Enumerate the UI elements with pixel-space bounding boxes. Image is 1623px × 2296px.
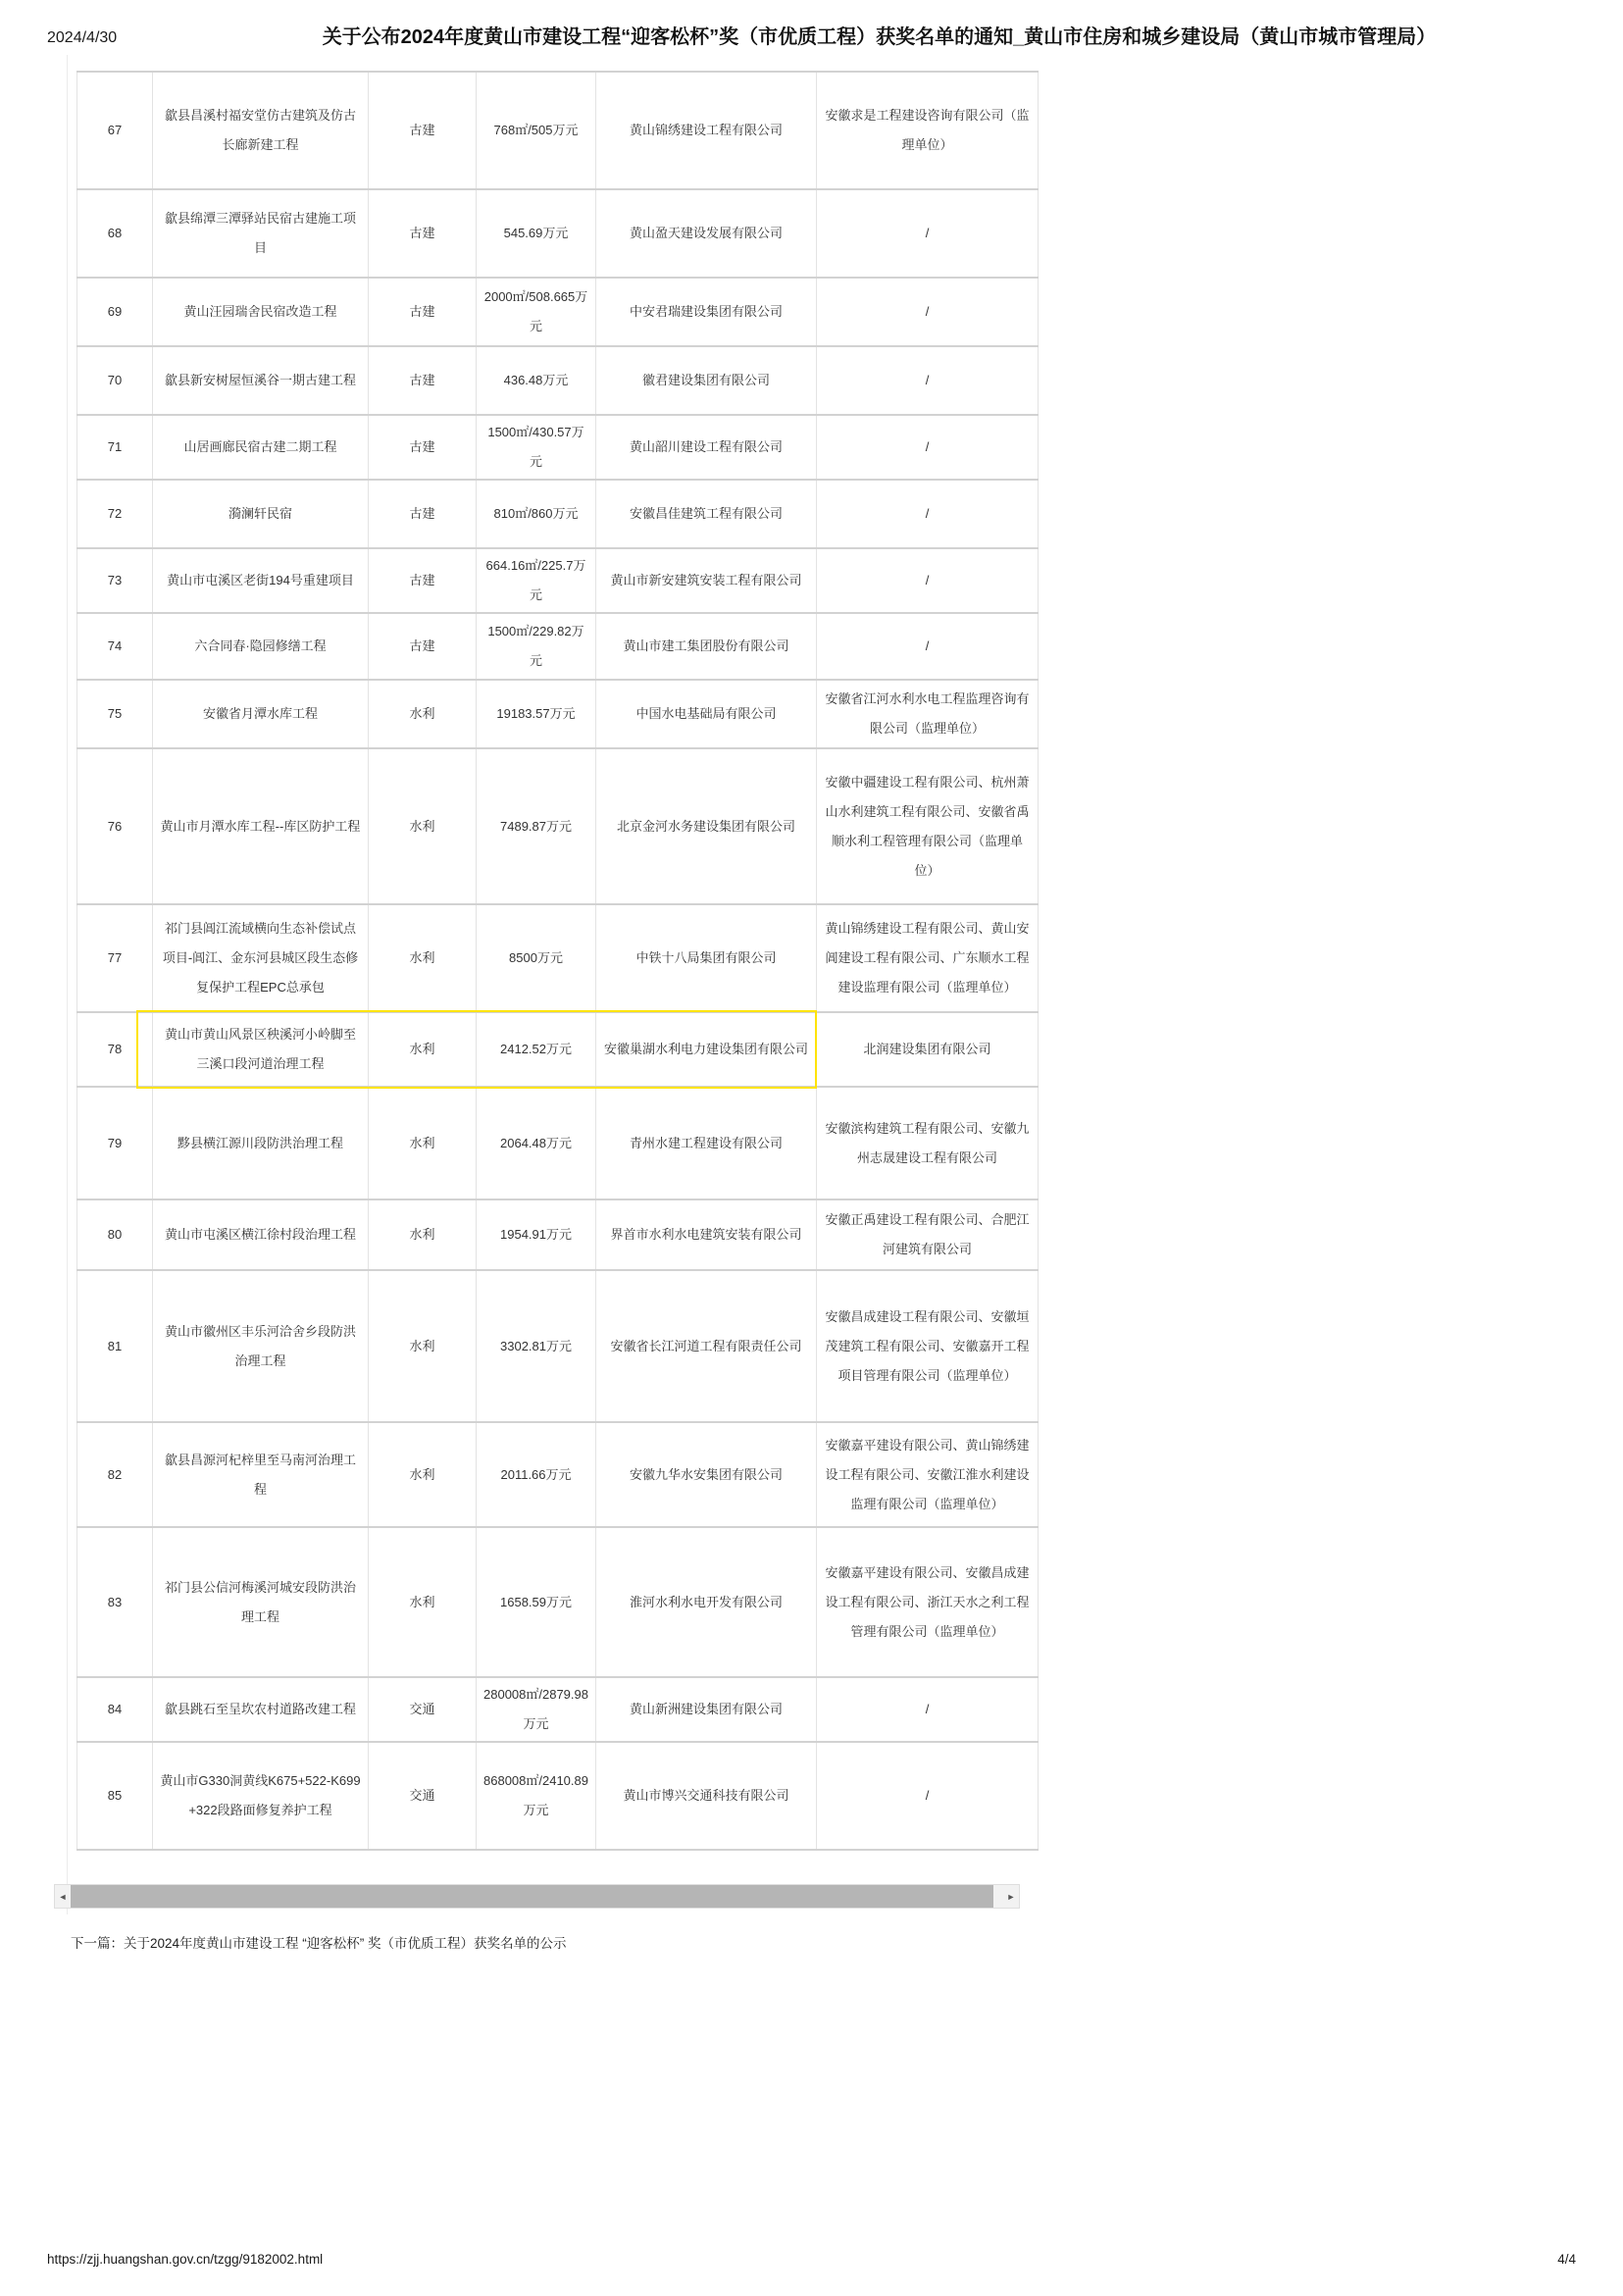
table-row: [77, 1087, 1039, 1199]
cell-builder: 北京金河水务建设集团有限公司: [596, 748, 817, 904]
cell-no: 84: [77, 1677, 153, 1742]
cell-project: 黄山市月潭水库工程--库区防护工程: [153, 748, 369, 904]
cell-no: 71: [77, 415, 153, 480]
cell-project: 六合同春·隐园修缮工程: [153, 613, 369, 680]
cell-cost: 2011.66万元: [477, 1422, 596, 1527]
cell-builder: 徽君建设集团有限公司: [596, 346, 817, 415]
cell-category: 古建: [369, 72, 477, 189]
cell-no: 70: [77, 346, 153, 415]
table-row: [77, 548, 1039, 613]
cell-project: 黄山市徽州区丰乐河洽舍乡段防洪治理工程: [153, 1270, 369, 1422]
cell-project: 黄山市屯溪区老街194号重建项目: [153, 548, 369, 613]
table-row: [77, 415, 1039, 480]
cell-supervisor: /: [817, 346, 1039, 415]
cell-project: 歙县跳石至呈坎农村道路改建工程: [153, 1677, 369, 1742]
cell-supervisor: /: [817, 1742, 1039, 1850]
cell-supervisor: /: [817, 189, 1039, 278]
cell-no: 85: [77, 1742, 153, 1850]
page-title: 关于公布2024年度黄山市建设工程“迎客松杯”奖（市优质工程）获奖名单的通知_黄山市住房和城乡建设局（黄山市城市管理局）: [322, 26, 1437, 48]
cell-project: 山居画廊民宿古建二期工程: [153, 415, 369, 480]
cell-supervisor: 黄山锦绣建设工程有限公司、黄山安阊建设工程有限公司、广东顺水工程建设监理有限公司（监理单位）: [817, 904, 1039, 1012]
cell-no: 67: [77, 72, 153, 189]
cell-project: 黄山市黄山风景区秧溪河小岭脚至三溪口段河道治理工程: [153, 1012, 369, 1087]
table-row: [77, 1677, 1039, 1742]
cell-category: 水利: [369, 904, 477, 1012]
table-row: [77, 613, 1039, 680]
cell-cost: 810㎡/860万元: [477, 480, 596, 548]
print-header: [47, 24, 1584, 51]
cell-project: 漪澜轩民宿: [153, 480, 369, 548]
cell-builder: 安徽巢湖水利电力建设集团有限公司: [596, 1012, 817, 1087]
cell-builder: 安徽省长江河道工程有限责任公司: [596, 1270, 817, 1422]
table-row: [77, 278, 1039, 346]
cell-category: 古建: [369, 346, 477, 415]
scroll-left-icon[interactable]: ◄: [55, 1885, 71, 1908]
cell-builder: 黄山锦绣建设工程有限公司: [596, 72, 817, 189]
cell-cost: 545.69万元: [477, 189, 596, 278]
cell-builder: 黄山市建工集团股份有限公司: [596, 613, 817, 680]
table-row: [77, 1422, 1039, 1527]
cell-cost: 868008㎡/2410.89万元: [477, 1742, 596, 1850]
cell-builder: 淮河水利水电开发有限公司: [596, 1527, 817, 1677]
cell-cost: 1954.91万元: [477, 1199, 596, 1270]
cell-no: 80: [77, 1199, 153, 1270]
cell-builder: 黄山市新安建筑安装工程有限公司: [596, 548, 817, 613]
cell-no: 76: [77, 748, 153, 904]
cell-category: 水利: [369, 1270, 477, 1422]
table-row: [77, 346, 1039, 415]
print-date: 2024/4/30: [47, 29, 118, 46]
cell-supervisor: 安徽省江河水利水电工程监理咨询有限公司（监理单位）: [817, 680, 1039, 748]
cell-no: 81: [77, 1270, 153, 1422]
cell-project: 歙县昌源河杞梓里至马南河治理工程: [153, 1422, 369, 1527]
cell-builder: 中国水电基础局有限公司: [596, 680, 817, 748]
cell-no: 73: [77, 548, 153, 613]
table-row: [77, 189, 1039, 278]
print-footer-page-number: 4/4: [1557, 2252, 1576, 2267]
cell-cost: 1658.59万元: [477, 1527, 596, 1677]
table-row: [77, 1199, 1039, 1270]
table-row: [77, 1270, 1039, 1422]
cell-category: 水利: [369, 1527, 477, 1677]
cell-builder: 安徽九华水安集团有限公司: [596, 1422, 817, 1527]
cell-category: 古建: [369, 415, 477, 480]
cell-cost: 1500㎡/229.82万元: [477, 613, 596, 680]
cell-supervisor: 安徽正禹建设工程有限公司、合肥江河建筑有限公司: [817, 1199, 1039, 1270]
cell-category: 古建: [369, 480, 477, 548]
cell-cost: 1500㎡/430.57万元: [477, 415, 596, 480]
cell-supervisor: 安徽滨构建筑工程有限公司、安徽九州志晟建设工程有限公司: [817, 1087, 1039, 1199]
cell-category: 水利: [369, 1422, 477, 1527]
cell-project: 黄山汪园瑞舍民宿改造工程: [153, 278, 369, 346]
cell-no: 74: [77, 613, 153, 680]
cell-builder: 中铁十八局集团有限公司: [596, 904, 817, 1012]
award-table: [76, 71, 1039, 1851]
scrollbar-thumb[interactable]: [71, 1885, 993, 1908]
cell-cost: 8500万元: [477, 904, 596, 1012]
horizontal-scrollbar[interactable]: [54, 1884, 1020, 1909]
cell-supervisor: 安徽中疆建设工程有限公司、杭州萧山水利建筑工程有限公司、安徽省禹顺水利工程管理有限公司（监理单位）: [817, 748, 1039, 904]
cell-supervisor: /: [817, 613, 1039, 680]
cell-cost: 280008㎡/2879.98万元: [477, 1677, 596, 1742]
cell-supervisor: /: [817, 278, 1039, 346]
table-row: [77, 480, 1039, 548]
cell-project: 祁门县阊江流域横向生态补偿试点项目-阊江、金东河县城区段生态修复保护工程EPC总承包: [153, 904, 369, 1012]
cell-no: 79: [77, 1087, 153, 1199]
cell-supervisor: 安徽昌成建设工程有限公司、安徽垣茂建筑工程有限公司、安徽嘉开工程项目管理有限公司（监理单位）: [817, 1270, 1039, 1422]
cell-project: 歙县新安树屋恒溪谷一期古建工程: [153, 346, 369, 415]
cell-category: 古建: [369, 278, 477, 346]
table-row: [77, 1012, 1039, 1087]
cell-cost: 19183.57万元: [477, 680, 596, 748]
cell-builder: 中安君瑞建设集团有限公司: [596, 278, 817, 346]
cell-cost: 768㎡/505万元: [477, 72, 596, 189]
cell-cost: 436.48万元: [477, 346, 596, 415]
cell-builder: 黄山韶川建设工程有限公司: [596, 415, 817, 480]
table-row: [77, 72, 1039, 189]
table-row: [77, 748, 1039, 904]
cell-project: 安徽省月潭水库工程: [153, 680, 369, 748]
cell-supervisor: /: [817, 415, 1039, 480]
cell-project: 祁门县公信河梅溪河城安段防洪治理工程: [153, 1527, 369, 1677]
table-row: [77, 1742, 1039, 1850]
cell-cost: 3302.81万元: [477, 1270, 596, 1422]
cell-supervisor: /: [817, 1677, 1039, 1742]
scrollbar-track[interactable]: [71, 1885, 1003, 1908]
cell-cost: 2000㎡/508.665万元: [477, 278, 596, 346]
cell-builder: 黄山市博兴交通科技有限公司: [596, 1742, 817, 1850]
cell-cost: 2412.52万元: [477, 1012, 596, 1087]
cell-no: 77: [77, 904, 153, 1012]
cell-project: 黄山市G330洞黄线K675+522-K699+322段路面修复养护工程: [153, 1742, 369, 1850]
cell-builder: 安徽昌佳建筑工程有限公司: [596, 480, 817, 548]
cell-category: 交通: [369, 1742, 477, 1850]
cell-supervisor: 安徽求是工程建设咨询有限公司（监理单位）: [817, 72, 1039, 189]
cell-no: 82: [77, 1422, 153, 1527]
cell-category: 古建: [369, 189, 477, 278]
cell-no: 68: [77, 189, 153, 278]
cell-category: 水利: [369, 680, 477, 748]
cell-builder: 黄山盈天建设发展有限公司: [596, 189, 817, 278]
cell-no: 78: [77, 1012, 153, 1087]
next-article-link[interactable]: 下一篇：关于2024年度黄山市建设工程 “迎客松杯” 奖（市优质工程）获奖名单的公示: [71, 1936, 567, 1951]
cell-category: 交通: [369, 1677, 477, 1742]
cell-category: 古建: [369, 548, 477, 613]
table-row: [77, 680, 1039, 748]
cell-builder: 黄山新洲建设集团有限公司: [596, 1677, 817, 1742]
cell-builder: 界首市水利水电建筑安装有限公司: [596, 1199, 817, 1270]
cell-project: 歙县绵潭三潭驿站民宿古建施工项目: [153, 189, 369, 278]
cell-project: 歙县昌溪村福安堂仿古建筑及仿古长廊新建工程: [153, 72, 369, 189]
cell-category: 古建: [369, 613, 477, 680]
cell-supervisor: 北润建设集团有限公司: [817, 1012, 1039, 1087]
cell-category: 水利: [369, 1199, 477, 1270]
cell-no: 69: [77, 278, 153, 346]
print-footer-url: https://zjj.huangshan.gov.cn/tzgg/9182002.html: [47, 2252, 324, 2267]
cell-cost: 7489.87万元: [477, 748, 596, 904]
cell-supervisor: /: [817, 480, 1039, 548]
cell-no: 75: [77, 680, 153, 748]
cell-builder: 青州水建工程建设有限公司: [596, 1087, 817, 1199]
cell-project: 黟县横江源川段防洪治理工程: [153, 1087, 369, 1199]
cell-supervisor: /: [817, 548, 1039, 613]
cell-no: 72: [77, 480, 153, 548]
scroll-right-icon[interactable]: ►: [1003, 1885, 1019, 1908]
award-table-body: [77, 72, 1039, 1850]
cell-cost: 2064.48万元: [477, 1087, 596, 1199]
cell-category: 水利: [369, 1087, 477, 1199]
cell-project: 黄山市屯溪区横江徐村段治理工程: [153, 1199, 369, 1270]
content-left-border: [67, 55, 68, 1914]
cell-category: 水利: [369, 748, 477, 904]
cell-no: 83: [77, 1527, 153, 1677]
cell-supervisor: 安徽嘉平建设有限公司、黄山锦绣建设工程有限公司、安徽江淮水利建设监理有限公司（监理单位）: [817, 1422, 1039, 1527]
cell-supervisor: 安徽嘉平建设有限公司、安徽昌成建设工程有限公司、浙江天水之利工程管理有限公司（监理单位）: [817, 1527, 1039, 1677]
cell-cost: 664.16㎡/225.7万元: [477, 548, 596, 613]
table-row: [77, 1527, 1039, 1677]
cell-category: 水利: [369, 1012, 477, 1087]
table-row: [77, 904, 1039, 1012]
